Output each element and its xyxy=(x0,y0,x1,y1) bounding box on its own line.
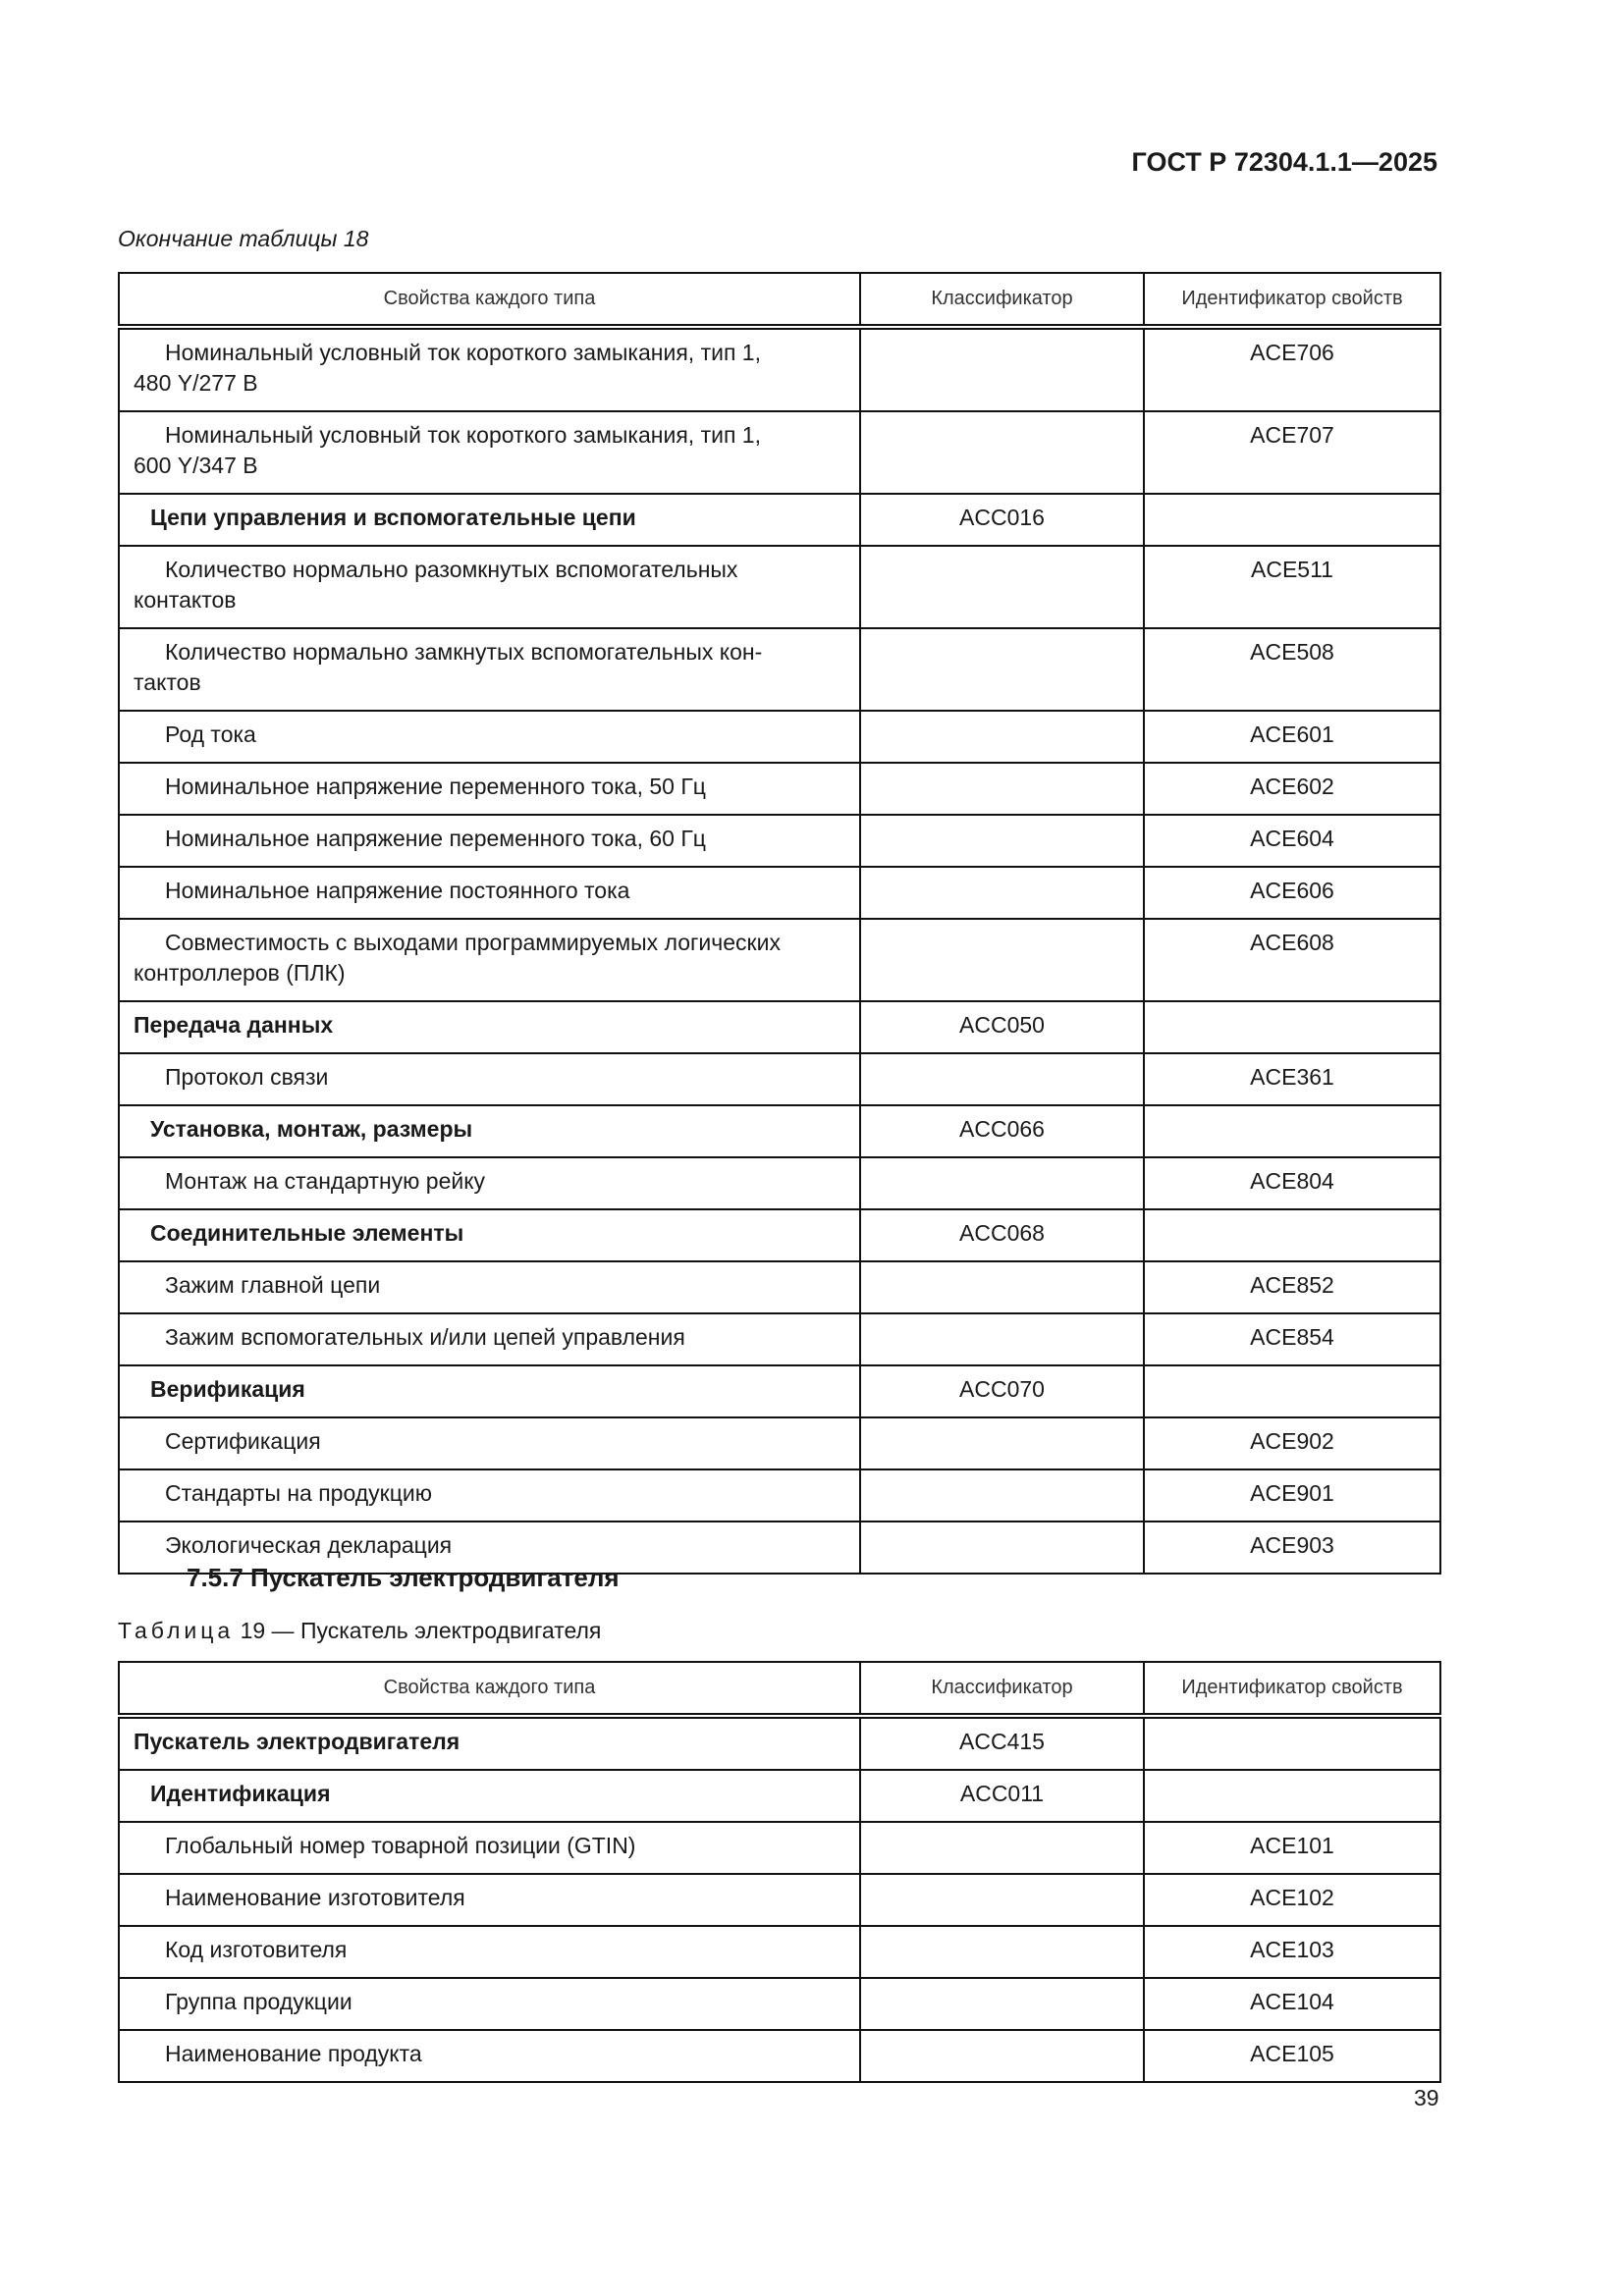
property-id-cell xyxy=(1144,494,1440,546)
property-name-cell: Монтаж на стандартную рейку xyxy=(119,1157,860,1209)
table-row xyxy=(119,867,1440,919)
property-name-cell: Сертификация xyxy=(119,1417,860,1469)
property-id-cell xyxy=(1144,1105,1440,1157)
property-id-cell: ACE604 xyxy=(1144,815,1440,867)
table-row xyxy=(119,628,1440,711)
table-19 xyxy=(118,1661,1441,2083)
property-name-cell: Передача данных xyxy=(119,1001,860,1053)
property-id-cell: ACE602 xyxy=(1144,763,1440,815)
table-row xyxy=(119,815,1440,867)
column-header-classifier: Классификатор xyxy=(860,1662,1144,1716)
table-row xyxy=(119,411,1440,494)
property-name-cell: Идентификация xyxy=(119,1770,860,1822)
table-row xyxy=(119,1157,1440,1209)
property-name-cell: Количество нормально замкнутых вспомогательных кон- тактов xyxy=(119,628,860,711)
classifier-cell: ACC050 xyxy=(860,1001,1144,1053)
classifier-cell: ACC016 xyxy=(860,494,1144,546)
property-name-cell: Глобальный номер товарной позиции (GTIN) xyxy=(119,1822,860,1874)
property-id-cell: ACE105 xyxy=(1144,2030,1440,2082)
property-id-cell: ACE706 xyxy=(1144,327,1440,411)
property-id-cell: ACE511 xyxy=(1144,546,1440,628)
property-name-cell: Соединительные элементы xyxy=(119,1209,860,1261)
classifier-cell: ACC070 xyxy=(860,1365,1144,1417)
column-header-properties: Свойства каждого типа xyxy=(119,1662,860,1716)
column-header-classifier: Классификатор xyxy=(860,273,1144,327)
classifier-cell: ACC066 xyxy=(860,1105,1144,1157)
property-id-cell: ACE903 xyxy=(1144,1522,1440,1574)
classifier-cell xyxy=(860,919,1144,1001)
property-id-cell: ACE852 xyxy=(1144,1261,1440,1313)
table-18 xyxy=(118,272,1441,1575)
property-name-cell: Стандарты на продукцию xyxy=(119,1469,860,1522)
classifier-cell xyxy=(860,1978,1144,2030)
table-row xyxy=(119,494,1440,546)
property-id-cell: ACE508 xyxy=(1144,628,1440,711)
classifier-cell xyxy=(860,711,1144,763)
property-name-cell: Род тока xyxy=(119,711,860,763)
table-row xyxy=(119,919,1440,1001)
classifier-cell xyxy=(860,546,1144,628)
property-id-cell: ACE103 xyxy=(1144,1926,1440,1978)
classifier-cell xyxy=(860,327,1144,411)
table-row xyxy=(119,1926,1440,1978)
property-name-cell: Наименование изготовителя xyxy=(119,1874,860,1926)
table-row xyxy=(119,1770,1440,1822)
table-row xyxy=(119,1978,1440,2030)
classifier-cell xyxy=(860,1874,1144,1926)
property-name-cell: Номинальное напряжение переменного тока, 50 Гц xyxy=(119,763,860,815)
property-id-cell: ACE101 xyxy=(1144,1822,1440,1874)
property-id-cell xyxy=(1144,1001,1440,1053)
table-row xyxy=(119,1261,1440,1313)
table-caption-label: Таблица xyxy=(118,1618,235,1643)
classifier-cell xyxy=(860,411,1144,494)
classifier-cell xyxy=(860,1157,1144,1209)
table-row xyxy=(119,2030,1440,2082)
classifier-cell xyxy=(860,867,1144,919)
table-caption-title: 19 — Пускатель электродвигателя xyxy=(240,1618,602,1643)
table-19-caption xyxy=(118,1618,601,1644)
column-header-property-id: Идентификатор свойств xyxy=(1144,273,1440,327)
property-id-cell: ACE104 xyxy=(1144,1978,1440,2030)
classifier-cell xyxy=(860,628,1144,711)
property-name-cell: Установка, монтаж, размеры xyxy=(119,1105,860,1157)
classifier-cell: ACC415 xyxy=(860,1716,1144,1770)
classifier-cell xyxy=(860,1313,1144,1365)
property-id-cell xyxy=(1144,1209,1440,1261)
property-name-cell: Количество нормально разомкнутых вспомогательных контактов xyxy=(119,546,860,628)
property-name-cell: Наименование продукта xyxy=(119,2030,860,2082)
property-id-cell xyxy=(1144,1770,1440,1822)
table-row xyxy=(119,1209,1440,1261)
column-header-properties: Свойства каждого типа xyxy=(119,273,860,327)
property-name-cell: Группа продукции xyxy=(119,1978,860,2030)
table-row xyxy=(119,763,1440,815)
classifier-cell xyxy=(860,1926,1144,1978)
document-code: ГОСТ Р 72304.1.1—2025 xyxy=(1131,147,1437,177)
classifier-cell xyxy=(860,1822,1144,1874)
property-name-cell: Зажим главной цепи xyxy=(119,1261,860,1313)
property-id-cell: ACE601 xyxy=(1144,711,1440,763)
property-id-cell: ACE901 xyxy=(1144,1469,1440,1522)
table-row xyxy=(119,1053,1440,1105)
table-row xyxy=(119,1105,1440,1157)
classifier-cell xyxy=(860,815,1144,867)
table-row xyxy=(119,1365,1440,1417)
table-header-row xyxy=(119,1662,1440,1716)
property-name-cell: Номинальный условный ток короткого замыкания, тип 1, 480 Y/277 В xyxy=(119,327,860,411)
table-header-row xyxy=(119,273,1440,327)
table-row xyxy=(119,1313,1440,1365)
property-name-cell: Совместимость с выходами программируемых логических контроллеров (ПЛК) xyxy=(119,919,860,1001)
classifier-cell xyxy=(860,1417,1144,1469)
property-name-cell: Цепи управления и вспомогательные цепи xyxy=(119,494,860,546)
table-row xyxy=(119,1874,1440,1926)
property-id-cell xyxy=(1144,1716,1440,1770)
property-name-cell: Номинальный условный ток короткого замыкания, тип 1, 600 Y/347 В xyxy=(119,411,860,494)
property-name-cell: Номинальное напряжение переменного тока, 60 Гц xyxy=(119,815,860,867)
property-id-cell: ACE804 xyxy=(1144,1157,1440,1209)
classifier-cell xyxy=(860,2030,1144,2082)
table-row xyxy=(119,1001,1440,1053)
property-id-cell: ACE361 xyxy=(1144,1053,1440,1105)
table-row xyxy=(119,1822,1440,1874)
classifier-cell xyxy=(860,1053,1144,1105)
table-row xyxy=(119,1469,1440,1522)
property-id-cell: ACE854 xyxy=(1144,1313,1440,1365)
property-id-cell: ACE608 xyxy=(1144,919,1440,1001)
property-name-cell: Верификация xyxy=(119,1365,860,1417)
section-heading: 7.5.7 Пускатель электродвигателя xyxy=(187,1563,620,1592)
table-row xyxy=(119,1417,1440,1469)
property-id-cell: ACE902 xyxy=(1144,1417,1440,1469)
property-id-cell: ACE707 xyxy=(1144,411,1440,494)
classifier-cell xyxy=(860,1261,1144,1313)
page-number: 39 xyxy=(1414,2085,1439,2110)
table-row xyxy=(119,546,1440,628)
property-name-cell: Зажим вспомогательных и/или цепей управления xyxy=(119,1313,860,1365)
property-name-cell: Номинальное напряжение постоянного тока xyxy=(119,867,860,919)
property-name-cell: Протокол связи xyxy=(119,1053,860,1105)
property-name-cell: Код изготовителя xyxy=(119,1926,860,1978)
property-id-cell: ACE102 xyxy=(1144,1874,1440,1926)
classifier-cell: ACC068 xyxy=(860,1209,1144,1261)
property-id-cell xyxy=(1144,1365,1440,1417)
table-row xyxy=(119,711,1440,763)
classifier-cell: ACC011 xyxy=(860,1770,1144,1822)
table-row xyxy=(119,327,1440,411)
classifier-cell xyxy=(860,763,1144,815)
table-row xyxy=(119,1716,1440,1770)
property-id-cell: ACE606 xyxy=(1144,867,1440,919)
column-header-property-id: Идентификатор свойств xyxy=(1144,1662,1440,1716)
property-name-cell: Пускатель электродвигателя xyxy=(119,1716,860,1770)
classifier-cell xyxy=(860,1522,1144,1574)
classifier-cell xyxy=(860,1469,1144,1522)
property-name-cell: Экологическая декларация xyxy=(119,1522,860,1574)
table-continuation-caption: Окончание таблицы 18 xyxy=(118,226,369,251)
